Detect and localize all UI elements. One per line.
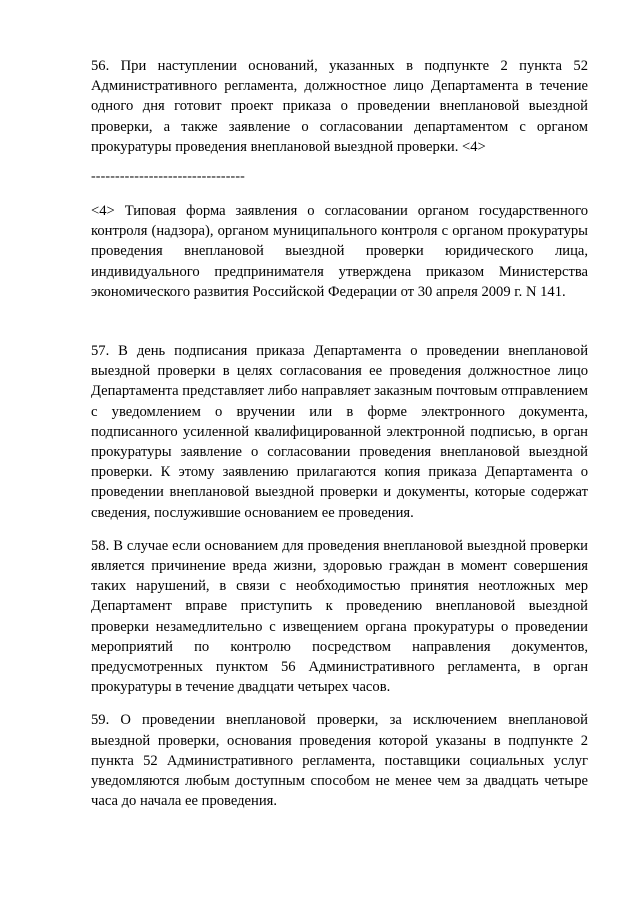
paragraph-57: 57. В день подписания приказа Департамента о проведении внеплановой выездной проверки в целях согласования ее проведения должностное лицо Департамента представляет либо направляет заказным почтовым отправлением с уведомлением о вручении или в форме электронного документа, подписанного усиленной квалифицированной электронной подписью, в орган прокуратуры заявление о согласовании проведения внеплановой выездной проверки. К этому заявлению прилагаются копия приказа Департамента о проведении внеплановой выездной проверки и документы, которые содержат сведения, послужившие основанием ее проведения.: [91, 343, 588, 521]
paragraph-56: 56. При наступлении оснований, указанных в подпункте 2 пункта 52 Административного регламента, должностное лицо Департамента в течение одного дня готовит проект приказа о проведении внеплановой выездной проверки, а также заявление о согласовании департаментом с органом прокуратуры проведения внеплановой выездной проверки. <4>: [91, 58, 588, 155]
paragraph-58: 58. В случае если основанием для проведения внеплановой выездной проверки является причинение вреда жизни, здоровью граждан в момент совершения таких нарушений, в связи с необходимостью принятия неотложных мер Департамент вправе приступить к проведению внеплановой выездной проверки незамедлительно с извещением органа прокуратуры о проведении мероприятий по контролю посредством направления документов, предусмотренных пунктом 56 Административного регламента, в орган прокуратуры в течение двадцати четырех часов.: [91, 537, 588, 696]
footnote-4: <4> Типовая форма заявления о согласовании органом государственного контроля (надзора), органом муниципального контроля с органом прокуратуры проведения внеплановой выездной проверки юридического лица, индивидуального предпринимателя утверждена приказом Министерства экономического развития Российской Федерации от 30 апреля 2009 г. N 141.: [91, 203, 588, 300]
footnote-separator: --------------------------------: [91, 169, 245, 185]
paragraph-59: 59. О проведении внеплановой проверки, за исключением внеплановой выездной проверки, основания проведения которой указаны в подпункте 2 пункта 52 Административного регламента, поставщики социальных услуг уведомляются любым доступным способом не менее чем за двадцать четыре часа до начала ее проведения.: [91, 712, 588, 810]
